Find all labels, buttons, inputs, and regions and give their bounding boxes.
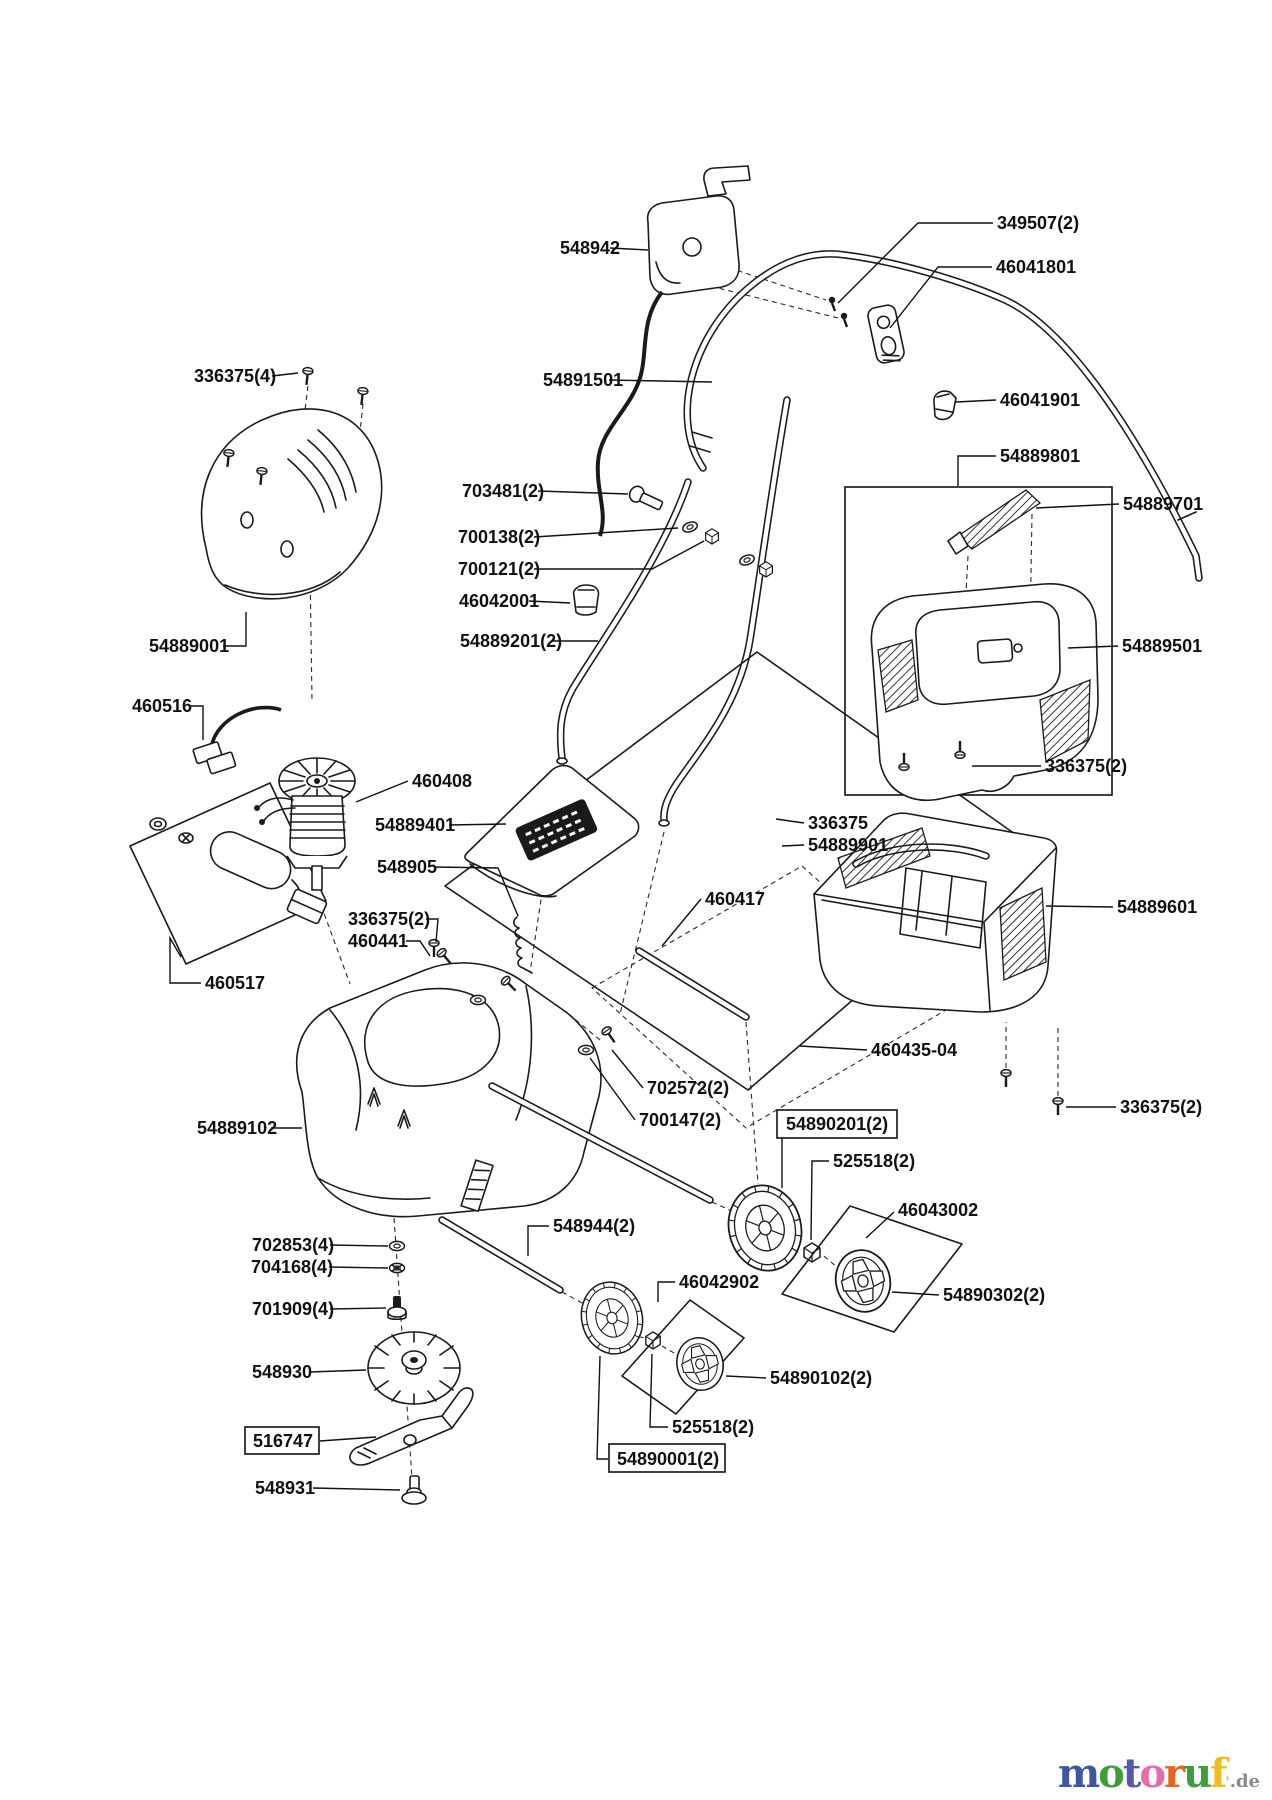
part-label: 525518(2) (833, 1151, 916, 1171)
screws-349507 (829, 297, 847, 327)
part-label: 54889201(2) (460, 631, 563, 651)
part-label: 54889401 (375, 815, 456, 835)
bolt-701909 (388, 1296, 406, 1319)
part-label: 548930 (252, 1362, 313, 1382)
logo-letter: m (1057, 1750, 1099, 1797)
part-label: 54889601 (1117, 897, 1198, 917)
handle-mount-box-54889801 (845, 487, 1112, 800)
rear-hubcap-54890302 (829, 1244, 896, 1317)
deck-screw-702572 (601, 1025, 619, 1045)
part-label: 460517 (205, 973, 266, 993)
front-wheel-54890001 (574, 1276, 650, 1361)
flap-screws-336375-460441 (429, 940, 454, 967)
bolt-703481 (627, 484, 665, 513)
part-label: 548931 (255, 1478, 316, 1498)
cable-bracket-46041801 (866, 304, 905, 366)
part-label: 46042001 (459, 591, 540, 611)
logo-letter: r (1164, 1750, 1184, 1797)
part-label: 460441 (348, 931, 409, 951)
logo-letter: t (1122, 1750, 1140, 1797)
part-label: 460516 (132, 696, 193, 716)
motor-cover-54889001 (202, 409, 382, 599)
part-label: 46041901 (1000, 390, 1081, 410)
logo-letter: f (1210, 1750, 1226, 1797)
motoruf-logo (1057, 1750, 1260, 1797)
part-label: 46042902 (679, 1272, 760, 1292)
blade-washer-702853 (390, 1241, 405, 1250)
part-label: 54890201(2) (786, 1114, 889, 1134)
part-label: 336375(2) (1045, 756, 1128, 776)
part-label: 548944(2) (553, 1216, 636, 1236)
part-label: 54889801 (1000, 446, 1081, 466)
part-label: 700138(2) (458, 527, 541, 547)
part-label: 349507(2) (997, 213, 1080, 233)
switch-housing-548942 (598, 166, 750, 536)
spring-washer-704168 (390, 1263, 405, 1272)
part-label: 548942 (560, 238, 621, 258)
part-label: 525518(2) (672, 1417, 755, 1437)
part-label: 54889501 (1122, 636, 1203, 656)
part-label: 54889001 (149, 636, 230, 656)
blade-fan-548930 (368, 1332, 460, 1404)
logo-domain-suffix: .de (1229, 1771, 1260, 1792)
rear-wheel-54890201 (720, 1178, 811, 1279)
part-label: 54891501 (543, 370, 624, 390)
part-label: 46043002 (898, 1200, 979, 1220)
part-label: 54889102 (197, 1118, 278, 1138)
part-label: 54889901 (808, 835, 889, 855)
spring-548905 (514, 917, 532, 973)
part-label: 700147(2) (639, 1110, 722, 1130)
logo-letter: u (1183, 1750, 1211, 1797)
logo-letter: o (1098, 1750, 1123, 1797)
part-label: 336375(4) (194, 366, 277, 386)
clip-46042001 (574, 585, 599, 615)
deflector-flap-54889401 (465, 766, 639, 897)
part-label: 54889701 (1123, 494, 1204, 514)
cable-clip-46041901 (934, 391, 956, 419)
rear-hubcap-box-46043002 (782, 1206, 962, 1332)
part-label: 54890302(2) (943, 1285, 1046, 1305)
part-label: 460417 (705, 889, 766, 909)
part-label: 516747 (253, 1431, 314, 1451)
part-label: 702853(4) (252, 1235, 335, 1255)
front-hubcap-54890102 (671, 1333, 728, 1395)
logo-letters (1058, 1750, 1226, 1797)
part-label: 336375 (808, 813, 869, 833)
logo-trademark-tick: ' (1225, 1775, 1230, 1791)
part-label: 704168(4) (251, 1257, 334, 1277)
part-label: 702572(2) (647, 1078, 730, 1098)
rear-hub-nut-525518 (804, 1243, 820, 1262)
power-cable-460516 (193, 708, 281, 778)
logo-letter: o (1139, 1750, 1164, 1797)
part-label: 548905 (377, 857, 438, 877)
deck-washer-700147 (579, 1045, 594, 1054)
part-label: 703481(2) (462, 481, 545, 501)
part-label: 336375(2) (348, 909, 431, 929)
part-label: 701909(4) (252, 1299, 335, 1319)
mower-deck-54889102 (297, 963, 601, 1217)
part-label: 460435-04 (871, 1040, 958, 1060)
part-label: 336375(2) (1120, 1097, 1203, 1117)
part-label: 54890001(2) (617, 1449, 720, 1469)
blade-bolt-548931 (402, 1476, 426, 1504)
part-label: 54890102(2) (770, 1368, 873, 1388)
grip-54889701 (948, 490, 1040, 554)
part-label: 46041801 (996, 257, 1077, 277)
part-label: 700121(2) (458, 559, 541, 579)
catcher-screws-336375 (1001, 1070, 1063, 1115)
part-label: 460408 (412, 771, 473, 791)
